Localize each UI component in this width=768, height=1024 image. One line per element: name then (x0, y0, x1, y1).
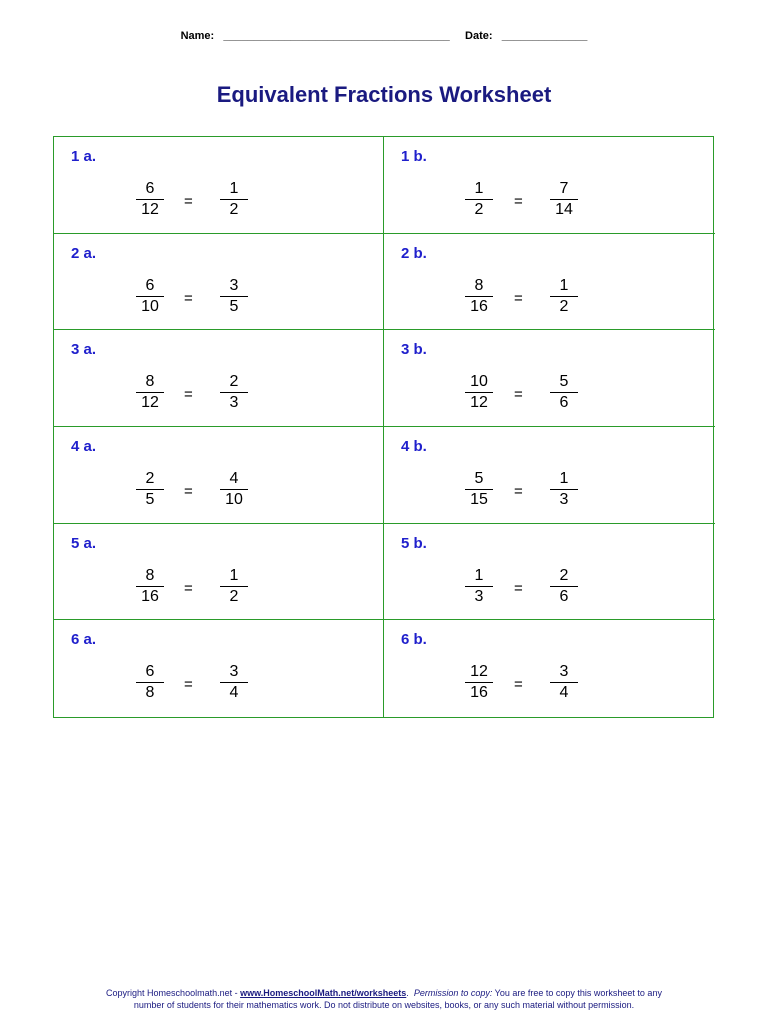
problem-cell (384, 234, 715, 331)
left-fraction (459, 276, 499, 316)
left-fraction (130, 276, 170, 316)
denominator: 5 (229, 297, 239, 315)
date-field[interactable]: ______________ (501, 30, 588, 42)
numerator: 3 (559, 663, 569, 681)
denominator: 6 (559, 587, 569, 605)
numerator: 6 (145, 276, 155, 294)
problem-label: 1 b. (401, 148, 427, 165)
footer-link[interactable]: www.HomeschoolMath.net/worksheets (240, 988, 407, 998)
right-fraction (544, 662, 584, 702)
denominator: 10 (225, 490, 243, 508)
numerator: 1 (229, 566, 239, 584)
problem-label: 3 a. (71, 341, 97, 359)
numerator: 3 (229, 663, 239, 681)
left-fraction (130, 179, 170, 219)
denominator: 2 (229, 201, 239, 218)
denominator: 10 (141, 297, 159, 315)
equals-sign: = (184, 579, 193, 597)
problem-cell (54, 427, 384, 524)
numerator: 5 (474, 469, 484, 487)
equals-sign: = (184, 386, 193, 404)
denominator: 5 (145, 490, 155, 508)
left-fraction (130, 469, 170, 509)
left-fraction (459, 469, 499, 509)
equals-sign: = (514, 193, 523, 210)
equals-sign: = (184, 676, 193, 694)
left-fraction (459, 662, 499, 702)
numerator: 12 (470, 663, 488, 681)
numerator: 5 (559, 373, 569, 391)
denominator: 2 (229, 587, 239, 605)
right-fraction (544, 566, 584, 606)
numerator: 7 (559, 180, 569, 197)
footer-punct: . (406, 988, 414, 998)
numerator: 8 (145, 373, 155, 391)
numerator: 1 (474, 566, 484, 584)
footer-line-2: number of students for their mathematics work. Do not distribute on websites, books, or any such material without permission. (133, 1000, 635, 1010)
problem-cell (384, 427, 715, 524)
denominator: 12 (470, 394, 488, 412)
header-line (0, 30, 768, 42)
denominator: 12 (141, 394, 159, 412)
right-fraction (214, 662, 254, 702)
right-fraction (214, 372, 254, 412)
denominator: 16 (470, 684, 488, 702)
denominator: 15 (470, 490, 488, 508)
problem-label: 6 a. (71, 631, 97, 649)
denominator: 3 (229, 394, 239, 412)
right-fraction (214, 179, 254, 219)
problem-cell (384, 524, 715, 621)
numerator: 3 (229, 276, 239, 294)
footer-line-1 (0, 987, 768, 999)
left-fraction (459, 566, 499, 606)
denominator: 8 (145, 684, 155, 702)
numerator: 1 (474, 180, 484, 197)
right-fraction (214, 469, 254, 509)
problem-label: 5 b. (401, 534, 427, 552)
left-fraction (130, 566, 170, 606)
numerator: 1 (559, 469, 569, 487)
footer-permission-label: Permission to copy: (413, 988, 493, 998)
numerator: 2 (559, 566, 569, 584)
problem-cell (54, 234, 384, 331)
numerator: 10 (470, 373, 488, 391)
problem-cell (384, 330, 715, 427)
numerator: 1 (559, 276, 569, 294)
equals-sign: = (514, 482, 523, 500)
equals-sign: = (514, 289, 523, 307)
numerator: 8 (145, 566, 155, 584)
left-fraction (459, 372, 499, 412)
left-fraction (130, 662, 170, 702)
denominator: 14 (555, 201, 573, 218)
problem-label: 4 a. (71, 437, 97, 455)
right-fraction (544, 469, 584, 509)
numerator: 4 (229, 469, 239, 487)
numerator: 6 (145, 663, 155, 681)
left-fraction (459, 179, 499, 219)
page-title: Equivalent Fractions Worksheet (216, 82, 552, 107)
problem-grid (53, 136, 714, 718)
equals-sign: = (184, 482, 193, 500)
problem-label: 2 a. (71, 244, 97, 262)
problem-cell (54, 330, 384, 427)
numerator: 6 (145, 180, 155, 197)
problem-cell (54, 137, 384, 234)
numerator: 2 (229, 373, 239, 391)
denominator: 4 (229, 684, 239, 702)
problem-label: 6 b. (401, 631, 427, 649)
problem-cell (54, 620, 384, 717)
right-fraction (214, 566, 254, 606)
denominator: 16 (141, 587, 159, 605)
problem-cell (384, 137, 715, 234)
right-fraction (544, 276, 584, 316)
denominator: 2 (559, 297, 569, 315)
date-label: Date: (465, 30, 493, 42)
equals-sign: = (514, 676, 523, 694)
denominator: 12 (141, 201, 159, 218)
denominator: 6 (559, 394, 569, 412)
equals-sign: = (184, 289, 193, 307)
problem-label: 3 b. (401, 341, 427, 359)
footer (0, 987, 768, 1011)
problem-label: 1 a. (71, 148, 97, 165)
problem-label: 5 a. (71, 534, 97, 552)
numerator: 8 (474, 276, 484, 294)
right-fraction (544, 179, 584, 219)
equals-sign: = (184, 193, 193, 210)
footer-copyright: Copyright Homeschoolmath.net - (106, 988, 241, 998)
problem-cell (384, 620, 715, 717)
denominator: 2 (474, 201, 484, 218)
equals-sign: = (514, 386, 523, 404)
right-fraction (544, 372, 584, 412)
denominator: 4 (559, 684, 569, 702)
denominator: 3 (474, 587, 484, 605)
name-label: Name: (180, 30, 215, 42)
denominator: 16 (470, 297, 488, 315)
left-fraction (130, 372, 170, 412)
numerator: 1 (229, 180, 239, 197)
problem-cell (54, 524, 384, 621)
numerator: 2 (145, 469, 155, 487)
footer-line1-rest: You are free to copy this worksheet to any (492, 988, 662, 998)
problem-label: 4 b. (401, 437, 427, 455)
denominator: 3 (559, 490, 569, 508)
name-field[interactable]: _____________________________________ (223, 30, 450, 42)
problem-label: 2 b. (401, 244, 427, 262)
equals-sign: = (514, 579, 523, 597)
right-fraction (214, 276, 254, 316)
